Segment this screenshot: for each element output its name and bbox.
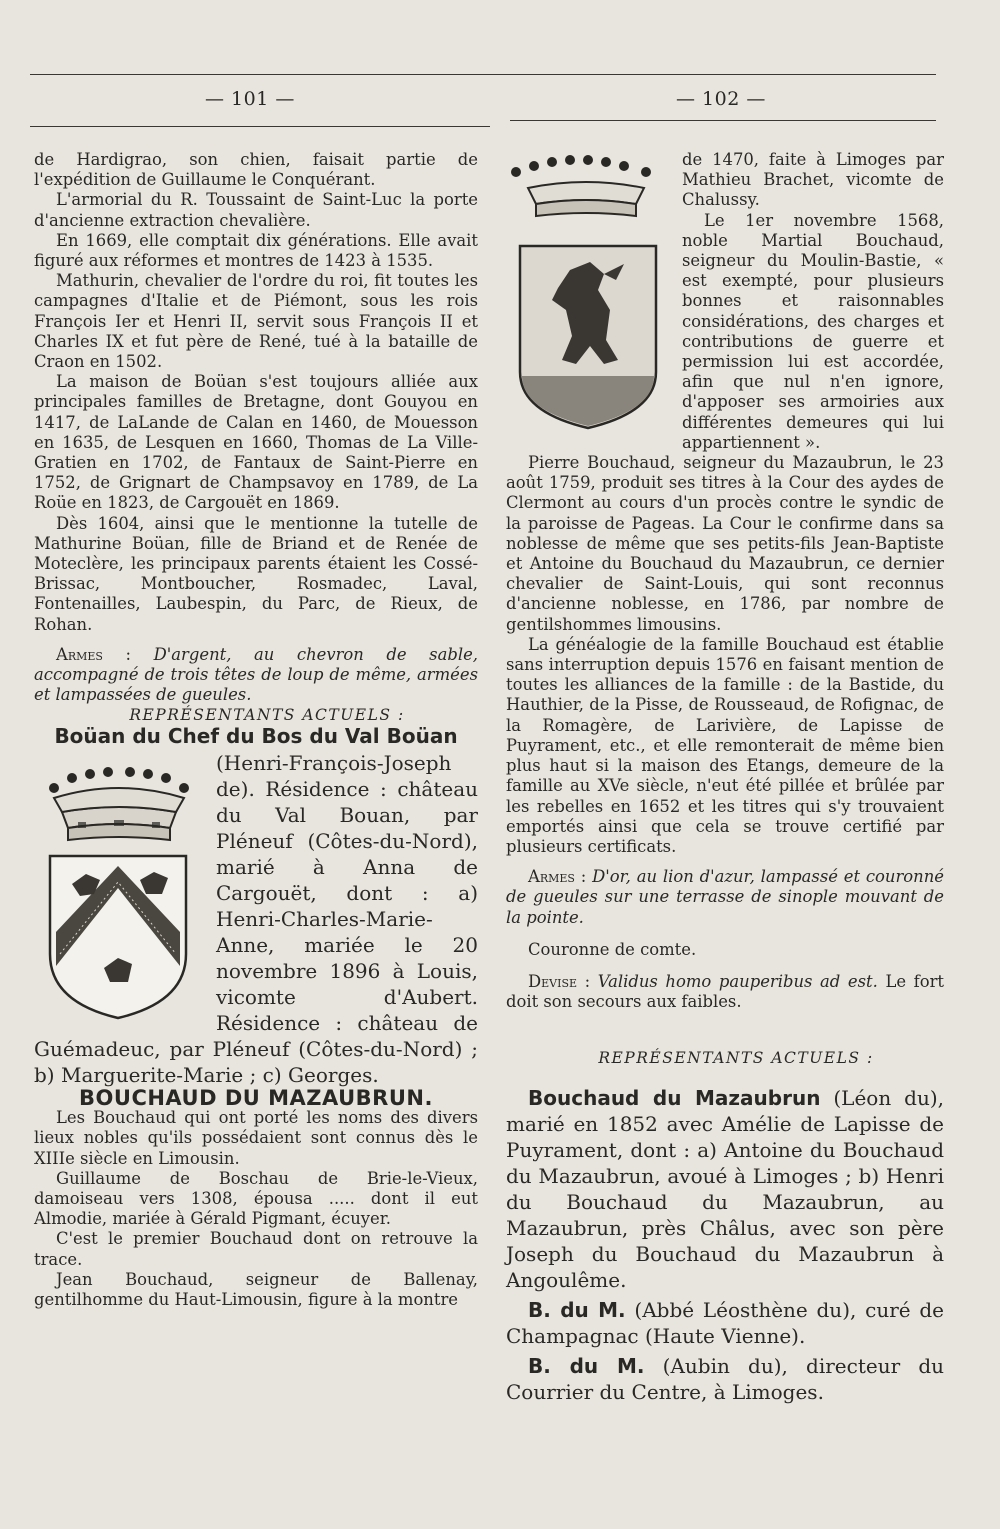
representants-list	[506, 1085, 944, 1405]
paragraph: Les Bouchaud qui ont porté les noms des divers lieux nobles qu'ils possédaient sont connus dès le XIIIe siècle en Limousin.	[34, 1108, 478, 1168]
paragraph: La maison de Boüan s'est toujours alliée aux principales familles de Bretagne, dont Gouyou en 1417, de LaLande de Calan en 1460, de Mouesson en 1635, de Lesquen en 1660, Thomas de La Ville-Gratien en 1702, de Fantaux de Saint-Pierre en 1752, de Grignart de Champsavoy en 1789, de La Roüe en 1823, de Cargouët en 1869.	[34, 372, 478, 513]
armes-text: D'or, au lion d'azur, lampassé et couronné de gueules sur une terrasse de sinople mouvant de la pointe.	[506, 867, 944, 927]
bouchaud-arms	[506, 150, 666, 432]
top-rule	[30, 74, 936, 75]
devise-label: Devise :	[528, 971, 591, 991]
coat-of-arms-bouan-icon	[34, 754, 204, 1024]
paragraph: Le 1er novembre 1568, noble Martial Bouchaud, seigneur du Moulin-Bastie, « est exempté, pour plusieurs bonnes et raisonnables considérations, des charges et contributions de guerre et permission lui est accordée, afin que nul n'en ignore, d'apposer ses armoiries aux différentes demeures qui lui appartiennent ».	[682, 210, 944, 452]
representant-name: B. du M.	[528, 1353, 645, 1378]
person-text: (Henri-François-Joseph de). Résidence : château du Val Bouan, par Pléneuf (Côtes-du-Nord), marié à Anna de Cargouët, dont : a) Henri-Charles-Marie-Anne, mariée le 20 novembre 1896 à Louis, vicomte d'Aubert. Résidence : château de Guémadeuc, par Pléneuf (Côtes-du-Nord) ; b) Marguerite-Marie ; c) Georges.	[34, 750, 478, 1087]
representant-text: (Abbé Léosthène du), curé de Champagnac (Haute Vienne).	[506, 1297, 944, 1348]
paragraph: C'est le premier Bouchaud dont on retrouve la trace.	[34, 1229, 478, 1269]
representant-entry	[506, 1353, 944, 1405]
paragraph: Pierre Bouchaud, seigneur du Mazaubrun, le 23 août 1759, produit ses titres à la Cour des aydes de Clermont au cours d'un procès contre le syndic de la paroisse de Pageas. La Cour le confirme dans sa noblesse de même que ses petits-fils Jean-Baptiste et Antoine du Bouchaud du Mazaubrun, ce dernier chevalier de Saint-Louis, qui sont reconnus d'ancienne noblesse, en 1786, par nombre de gentilshommes limousins.	[506, 453, 944, 634]
devise-after: Le fort doit son secours aux faibles.	[506, 971, 944, 1012]
representants-heading: REPRÉSENTANTS ACTUELS :	[129, 706, 405, 725]
paragraph: L'armorial du R. Toussaint de Saint-Luc la porte d'ancienne extraction chevalière.	[34, 190, 478, 230]
paragraph: En 1669, elle comptait dix générations. Elle avait figuré aux réformes et montres de 1423 à 1535.	[34, 230, 478, 271]
representant-name: Bouchaud du Mazaubrun	[528, 1085, 821, 1110]
right-page-number: — 102 —	[676, 88, 766, 110]
person-heading: Boüan du Chef du Bos du Val Boüan	[54, 723, 458, 748]
paragraph: Dès 1604, ainsi que le mentionne la tutelle de Mathurine Boüan, fille de Briand et de Renée de Moteclère, les principaux parents étaient les Cossé-Brissac, Montboucher, Rosmadec, Laval, Fontenailles, Laubespin, du Parc, de Rieux, de Rohan.	[34, 513, 478, 634]
armes-text: D'argent, au chevron de sable, accompagné de trois têtes de loup de même, armées et lampassées de gueules.	[34, 644, 478, 705]
representant-name: B. du M.	[528, 1297, 626, 1322]
couronne-line: Couronne de comte.	[528, 939, 697, 959]
paragraph: Jean Bouchaud, seigneur de Ballenay, gentilhomme du Haut-Limousin, figure à la montre	[34, 1269, 478, 1309]
representant-entry	[506, 1085, 944, 1293]
representant-text: (Léon du), marié en 1852 avec Amélie de Lapisse de Puyrament, dont : a) Antoine du Bouchaud du Mazaubrun, avoué à Limoges ; b) Henri du Bouchaud du Mazaubrun, au Mazaubrun, près Châlus, avec son père Joseph du Bouchaud du Mazaubrun à Angoulême.	[506, 1085, 944, 1292]
paragraph: Mathurin, chevalier de l'ordre du roi, fit toutes les campagnes d'Italie et de Piémont, sous les rois François Ier et Henri II, servit sous François II et Charles IX et fut père de René, tué à la bataille de Craon en 1502.	[34, 271, 478, 372]
devise-paragraph	[506, 972, 944, 1012]
family-heading: BOUCHAUD DU MAZAUBRUN.	[79, 1085, 433, 1110]
header-rule-left	[30, 126, 490, 127]
coat-of-arms-bouchaud-icon	[506, 150, 666, 432]
representants-heading: REPRÉSENTANTS ACTUELS :	[598, 1049, 874, 1068]
paragraph: de 1470, faite à Limoges par Mathieu Brachet, vicomte de Chalussy.	[682, 150, 944, 210]
devise-text: Validus homo pauperibus ad est.	[597, 971, 878, 991]
representant-text: (Aubin du), directeur du Courrier du Centre, à Limoges.	[506, 1353, 945, 1404]
left-page-number: — 101 —	[205, 88, 295, 110]
header-rule-right	[510, 120, 936, 121]
bouan-arms	[34, 754, 204, 1024]
armes-paragraph	[506, 867, 944, 928]
paragraph: de Hardigrao, son chien, faisait partie de l'expédition de Guillaume le Conquérant.	[34, 150, 478, 190]
paragraph: La généalogie de la famille Bouchaud est établie sans interruption depuis 1576 en faisant mention de toutes les alliances de la famille : de la Bastide, du Hauthier, de la Pisse, de Rousseaud, de Rofignac, de la Romagère, de Larivière, de Lapisse de Puyrament, etc., et elle remonterait de même bien plus haut si la maison des Etangs, demeure de la famille au XVe siècle, n'eut été pillée et brûlée par les rebelles en 1652 et les titres qui s'y trouvaient emportés ainsi que cela se trouve certifié par plusieurs certificats.	[506, 634, 944, 856]
representant-entry	[506, 1297, 944, 1349]
person-entry	[34, 750, 478, 1088]
paragraph: Guillaume de Boschau de Brie-le-Vieux, damoiseau vers 1308, épousa ..... dont il eut Almodie, mariée à Gérald Pigmant, écuyer.	[34, 1168, 478, 1229]
armes-label: Armes :	[56, 644, 132, 664]
right-column	[506, 150, 944, 1405]
armes-label: Armes :	[528, 867, 587, 887]
armes-paragraph	[34, 645, 478, 706]
left-column	[34, 150, 478, 1310]
